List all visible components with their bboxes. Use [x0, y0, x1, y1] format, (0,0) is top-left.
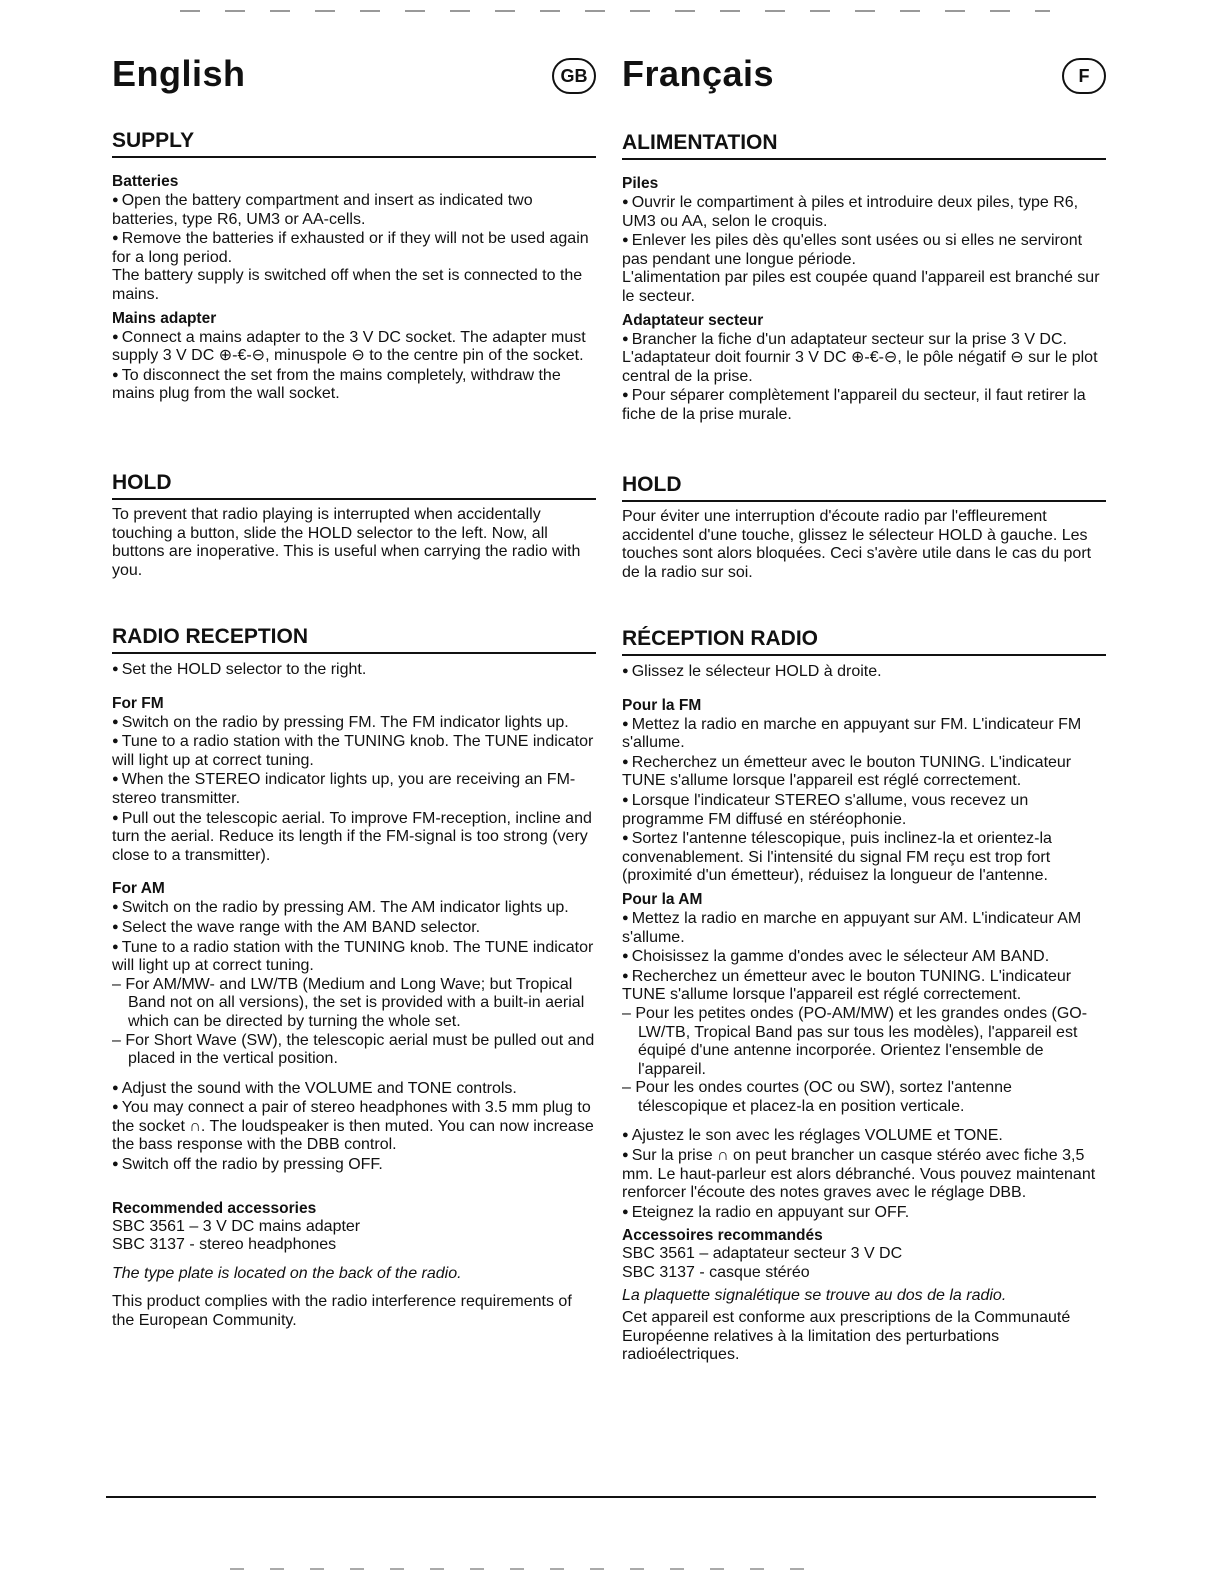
fm-bullet-2: ● Tune to a radio station with the TUNING knob. The TUNE indicator will light up at correct tuning.: [112, 732, 596, 770]
fm-fr-bullet-1: ● Mettez la radio en marche en appuyant sur FM. L'indicateur FM s'allume.: [622, 715, 1106, 753]
general-bullet-1: ● Adjust the sound with the VOLUME and TONE controls.: [112, 1079, 596, 1099]
scan-artifact-bottom: [230, 1568, 830, 1570]
accessory-1: SBC 3561 – 3 V DC mains adapter: [112, 1217, 361, 1235]
am-bullet-3: ● Tune to a radio station with the TUNING knob. The TUNE indicator will light up at correct tuning.: [112, 938, 596, 976]
fm-bullet-4: ● Pull out the telescopic aerial. To improve FM-reception, incline and turn the aerial. Reduce its length if the FM-signal is too strong (very close to a transmitter).: [112, 809, 596, 866]
batteries-bullet-2: ● Remove the batteries if exhausted or if they will not be used again for a long period.: [112, 229, 596, 267]
general-fr-bullet-3: ● Eteignez la radio en appuyant sur OFF.: [622, 1203, 1106, 1223]
gb-badge-icon: GB: [552, 58, 596, 94]
radio-hold-bullet: ● Set the HOLD selector to the right.: [112, 660, 596, 680]
radio-title: RADIO RECEPTION: [112, 624, 596, 654]
accessoires-heading: Accessoires recommandés: [622, 1227, 823, 1245]
fm-bullet-1: ● Switch on the radio by pressing FM. The FM indicator lights up.: [112, 713, 596, 733]
plaquette-note: La plaquette signalétique se trouve au dos de la radio.: [622, 1286, 1007, 1304]
mains-bullet-2: ● To disconnect the set from the mains completely, withdraw the mains plug from the wall socket.: [112, 366, 596, 404]
batteries-bullet-1: ● Open the battery compartment and insert as indicated two batteries, type R6, UM3 or AA-cells.: [112, 191, 596, 229]
adaptateur-bullet-2: ● Pour séparer complètement l'appareil du secteur, il faut retirer la fiche de la prise murale.: [622, 386, 1106, 424]
am-dash-1: – For AM/MW- and LW/TB (Medium and Long Wave; but Tropical Band not on all versions), the set is provided with a built-in aerial which can be directed by turning the whole set.: [112, 975, 585, 1030]
english-header: [112, 52, 596, 100]
piles-bullet-1: ● Ouvrir le compartiment à piles et introduire deux piles, type R6, UM3 ou AA, selon le croquis.: [622, 193, 1106, 231]
adaptateur-bullet-1: ● Brancher la fiche d'un adaptateur secteur sur la prise 3 V DC. L'adaptateur doit fournir 3 V DC ⊕-€-⊖, le pôle négatif ⊖ sur le plot central de la prise.: [622, 330, 1106, 387]
mains-adapter-heading: Mains adapter: [112, 309, 217, 327]
french-title: Français: [622, 53, 775, 94]
am-fr-dash-1: – Pour les petites ondes (PO-AM/MW) et les grandes ondes (GO-LW/TB, Tropical Band pas sur tous les modèles), l'appareil est équipé d'une antenne incorporée. Orientez l'ensemble de l'appareil.: [622, 1004, 1088, 1078]
radio-section: [112, 624, 596, 1331]
hold-fr-section: [622, 472, 1106, 582]
hold-section: [112, 470, 596, 580]
batteries-note: The battery supply is switched off when the set is connected to the mains.: [112, 267, 583, 303]
am-bullet-1: ● Switch on the radio by pressing AM. The AM indicator lights up.: [112, 898, 596, 918]
english-column: [112, 52, 596, 1330]
am-fr-bullet-2: ● Choisissez la gamme d'ondes avec le sélecteur AM BAND.: [622, 947, 1106, 967]
french-header: [622, 52, 1106, 100]
alimentation-section: [622, 130, 1106, 425]
am-fr-bullet-1: ● Mettez la radio en marche en appuyant sur AM. L'indicateur AM s'allume.: [622, 909, 1106, 947]
fm-fr-bullet-2: ● Recherchez un émetteur avec le bouton TUNING. L'indicateur TUNE s'allume lorsque l'appareil est réglé correctement.: [622, 753, 1106, 791]
reception-section: [622, 626, 1106, 1365]
general-fr-bullet-1: ● Ajustez le son avec les réglages VOLUME et TONE.: [622, 1126, 1106, 1146]
adaptateur-heading: Adaptateur secteur: [622, 311, 764, 329]
am-fr-dash-2: – Pour les ondes courtes (OC ou SW), sortez l'antenne télescopique et placez-la en position verticale.: [622, 1079, 1012, 1115]
hold-fr-title: HOLD: [622, 472, 1106, 502]
accessories-heading: Recommended accessories: [112, 1199, 317, 1217]
bottom-rule: [106, 1496, 1096, 1498]
hold-fr-text: Pour éviter une interruption d'écoute radio par l'effleurement accidentel d'une touche, glissez le sélecteur HOLD à gauche. Les touches sont alors bloquées. Ceci s'avère utile dans le cas du port de la radio sur soi.: [622, 508, 1092, 581]
supply-title: SUPPLY: [112, 128, 596, 158]
type-plate-note: The type plate is located on the back of the radio.: [112, 1264, 462, 1282]
fm-fr-bullet-3: ● Lorsque l'indicateur STEREO s'allume, vous recevez un programme FM diffusé en stéréophonie.: [622, 791, 1106, 829]
am-fr-bullet-3: ● Recherchez un émetteur avec le bouton TUNING. L'indicateur TUNE s'allume lorsque l'appareil est réglé correctement.: [622, 967, 1106, 1005]
piles-bullet-2: ● Enlever les piles dès qu'elles sont usées ou si elles ne serviront pas pendant une longue période.: [622, 231, 1106, 269]
french-column: [622, 52, 1106, 1364]
compliance-note: This product complies with the radio interference requirements of the European Community.: [112, 1293, 572, 1330]
general-bullet-3: ● Switch off the radio by pressing OFF.: [112, 1155, 596, 1175]
scan-artifact-top: [180, 10, 1050, 12]
accessoire-1: SBC 3561 – adaptateur secteur 3 V DC: [622, 1245, 903, 1263]
reception-hold-bullet: ● Glissez le sélecteur HOLD à droite.: [622, 662, 1106, 682]
supply-section: [112, 128, 596, 404]
fm-bullet-3: ● When the STEREO indicator lights up, you are receiving an FM-stereo transmitter.: [112, 770, 596, 808]
am-heading: For AM: [112, 880, 165, 898]
fm-fr-heading: Pour la FM: [622, 696, 702, 714]
mains-bullet-1: ● Connect a mains adapter to the 3 V DC socket. The adapter must supply 3 V DC ⊕-€-⊖, minuspole ⊖ to the centre pin of the socket.: [112, 328, 596, 366]
hold-text: To prevent that radio playing is interrupted when accidentally touching a button, slide the HOLD selector to the left. Now, all buttons are inoperative. This is useful when carrying the radio with you.: [112, 506, 581, 579]
fm-heading: For FM: [112, 694, 164, 712]
accessoire-2: SBC 3137 - casque stéréo: [622, 1264, 810, 1282]
accessory-2: SBC 3137 - stereo headphones: [112, 1236, 337, 1254]
am-fr-heading: Pour la AM: [622, 890, 703, 908]
general-fr-bullet-2: ● Sur la prise ∩ on peut brancher un casque stéréo avec fiche 3,5 mm. Le haut-parleur est alors débranché. Vous pouvez maintenant renforcer l'écoute des notes graves avec le réglage DBB.: [622, 1146, 1106, 1203]
batteries-heading: Batteries: [112, 173, 179, 190]
reception-title: RÉCEPTION RADIO: [622, 626, 1106, 656]
hold-title: HOLD: [112, 470, 596, 500]
piles-note: L'alimentation par piles est coupée quand l'appareil est branché sur le secteur.: [622, 269, 1100, 305]
conformite-note: Cet appareil est conforme aux prescriptions de la Communauté Européenne relatives à la limitation des perturbations radioélectriques.: [622, 1309, 1071, 1364]
f-badge-icon: F: [1062, 58, 1106, 94]
am-dash-2: – For Short Wave (SW), the telescopic aerial must be pulled out and placed in the vertical position.: [112, 1031, 595, 1068]
fm-fr-bullet-4: ● Sortez l'antenne télescopique, puis inclinez-la et orientez-la convenablement. Si l'intensité du signal FM reçu est trop fort (proximité d'un émetteur), réduisez la longueur de l'antenne.: [622, 829, 1106, 886]
am-bullet-2: ● Select the wave range with the AM BAND selector.: [112, 918, 596, 938]
english-title: English: [112, 53, 246, 94]
general-bullet-2: ● You may connect a pair of stereo headphones with 3.5 mm plug to the socket ∩. The loudspeaker is then muted. You can now increase the bass response with the DBB control.: [112, 1098, 596, 1155]
piles-heading: Piles: [622, 175, 659, 192]
alimentation-title: ALIMENTATION: [622, 130, 1106, 160]
